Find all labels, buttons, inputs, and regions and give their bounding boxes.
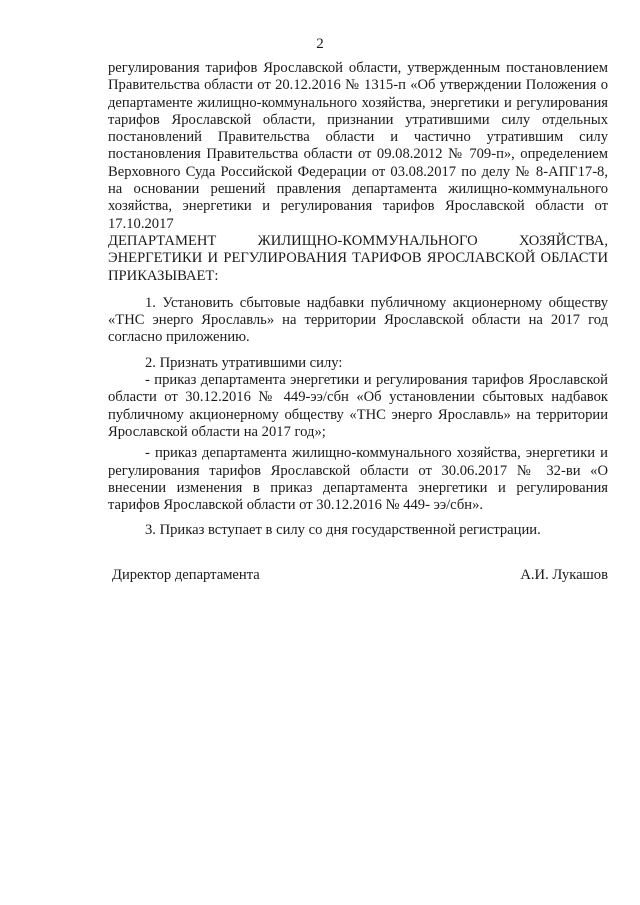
- signature-block: [112, 567, 608, 584]
- order-heading: ДЕПАРТАМЕНТ ЖИЛИЩНО-КОММУНАЛЬНОГО ХОЗЯЙСТВА, ЭНЕРГЕТИКИ И РЕГУЛИРОВАНИЯ ТАРИФОВ ЯРОСЛАВСКОЙ ОБЛАСТИ ПРИКАЗЫВАЕТ:: [108, 232, 608, 284]
- order-item-2-sub-1: - приказ департамента энергетики и регулирования тарифов Ярославской области от 30.12.2016 № 449-ээ/сбн «Об установлении сбытовых надбавок публичному акционерному обществу «ТНС энерго Ярославль» на территории Ярославской области на 2017 год»;: [108, 372, 608, 440]
- preamble-paragraph: регулирования тарифов Ярославской области, утвержденным постановлением Правительства области от 20.12.2016 № 1315-п «Об утверждении Положения о департаменте жилищно-коммунального хозяйства, энергетики и регулирования тарифов Ярославской области, признании утратившими силу отдельных постановлений Правительства области и частично утратившим силу постановления Правительства области от 09.08.2012 № 709-п», определением Верховного Суда Российской Федерации от 03.08.2017 по делу № 8-АПГ17-8, на основании решений правления департамента жилищно-коммунального хозяйства, энергетики и регулирования тарифов Ярославской области от 17.10.2017: [108, 60, 608, 232]
- page-number: 2: [316, 36, 324, 52]
- order-item-2: 2. Признать утратившими силу:: [145, 354, 343, 371]
- order-item-1: 1. Установить сбытовые надбавки публичному акционерному обществу «ТНС энерго Ярославль» на территории Ярославской области на 2017 год согласно приложению.: [108, 294, 608, 346]
- order-item-2-sub-2: - приказ департамента жилищно-коммунального хозяйства, энергетики и регулирования тарифов Ярославской области от 30.06.2017 № 32-ви «О внесении изменения в приказ департамента энергетики и регулирования тарифов Ярославской области от 30.12.2016 № 449- ээ/сбн».: [108, 445, 608, 514]
- signatory-name: А.И. Лукашов: [520, 567, 608, 583]
- document-body: [108, 60, 608, 540]
- signatory-position: Директор департамента: [112, 567, 260, 583]
- order-item-3: 3. Приказ вступает в силу со дня государственной регистрации.: [145, 522, 541, 539]
